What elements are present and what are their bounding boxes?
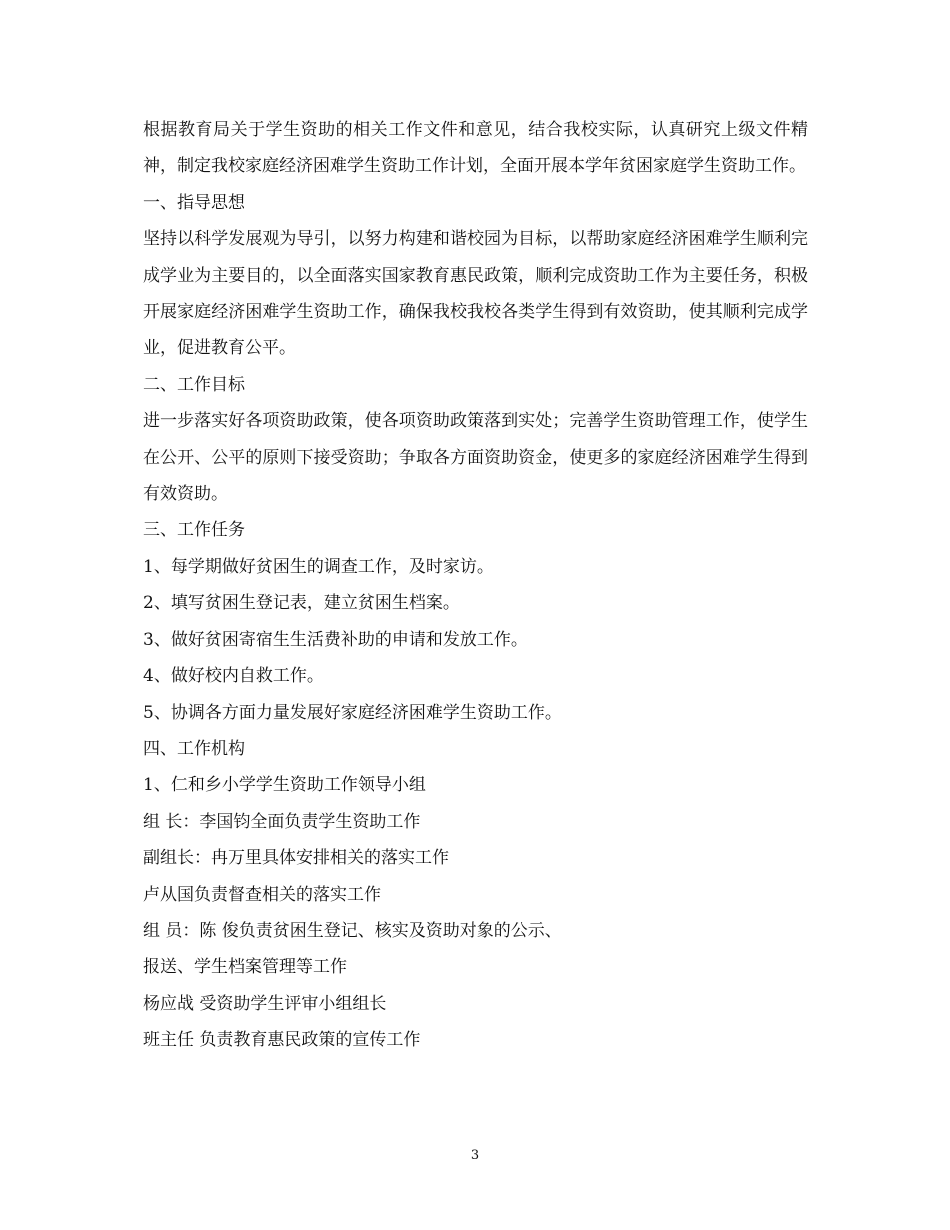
- page-number: 3: [470, 1148, 480, 1163]
- work-goals-paragraph: 进一步落实好各项资助政策，使各项资助政策落到实处；完善学生资助管理工作，使学生在公开、公平的原则下接受资助；争取各方面资助资金，使更多的家庭经济困难学生得到有效资助。: [143, 411, 808, 505]
- intro-paragraph: 根据教育局关于学生资助的相关工作文件和意见，结合我校实际，认真研究上级文件精神，制定我校家庭经济困难学生资助工作计划，全面开展本学年贫困家庭学生资助工作。: [143, 120, 808, 177]
- document-body: [143, 112, 808, 1059]
- section-heading-work-organization: 四、工作机构: [143, 738, 245, 759]
- organization-review-leader: 杨应战 受资助学生评审小组组长: [143, 993, 387, 1014]
- organization-member: 组 员：陈 俊负责贫困生登记、核实及资助对象的公示、: [143, 920, 562, 941]
- task-item-1: 1、每学期做好贫困生的调查工作，及时家访。: [143, 556, 494, 577]
- task-item-3: 3、做好贫困寄宿生生活费补助的申请和发放工作。: [143, 629, 528, 650]
- task-item-4: 4、做好校内自救工作。: [143, 666, 324, 687]
- task-item-5: 5、协调各方面力量发展好家庭经济困难学生资助工作。: [143, 702, 562, 723]
- section-heading-work-goals: 二、工作目标: [143, 374, 245, 395]
- organization-leader: 组 长：李国钧全面负责学生资助工作: [143, 811, 421, 832]
- organization-item-1: 1、仁和乡小学学生资助工作领导小组: [143, 775, 426, 796]
- task-item-2: 2、填写贫困生登记表，建立贫困生档案。: [143, 593, 460, 614]
- organization-deputy-leader: 副组长：冉万里具体安排相关的落实工作: [143, 848, 449, 869]
- guiding-ideology-paragraph: 坚持以科学发展观为导引，以努力构建和谐校园为目标，以帮助家庭经济困难学生顺利完成学业为主要目的，以全面落实国家教育惠民政策，顺利完成资助工作为主要任务，积极开展家庭经济困难学生资助工作，确保我校我校各类学生得到有效资助，使其顺利完成学业，促进教育公平。: [143, 229, 808, 359]
- section-heading-work-tasks: 三、工作任务: [143, 520, 245, 541]
- section-heading-guiding-ideology: 一、指导思想: [143, 192, 245, 213]
- organization-supervisor: 卢从国负责督查相关的落实工作: [143, 884, 381, 905]
- organization-member-continued: 报送、学生档案管理等工作: [143, 957, 347, 978]
- organization-class-teacher: 班主任 负责教育惠民政策的宣传工作: [143, 1030, 421, 1051]
